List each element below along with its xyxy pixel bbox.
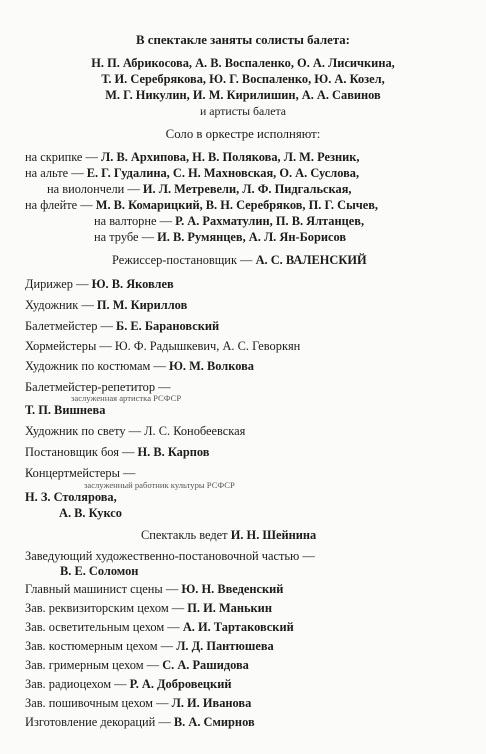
role-label: Изготовление декораций — — [25, 715, 171, 729]
role-label: Зав. осветительным цехом — — [25, 620, 180, 634]
role-label: Художник — — [25, 298, 94, 312]
staff-line — [25, 715, 255, 729]
person-name: Н. В. Карпов — [137, 445, 210, 459]
accompanists-title: заслуженный работник культуры РСФСР — [84, 480, 235, 490]
staff-line — [25, 620, 294, 634]
soloists-line: М. Г. Никулин, И. М. Кирилишин, А. А. Савинов — [105, 88, 381, 102]
orchestra-row — [47, 182, 352, 196]
credit-line — [25, 277, 174, 291]
performer-names: И. В. Румянцев, А. Л. Ян-Борисов — [157, 230, 347, 244]
credit-line — [25, 339, 300, 353]
staff-line — [25, 658, 249, 672]
person-name: В. А. Смирнов — [173, 715, 255, 729]
repetiteur-role: Балетмейстер-репетитор — — [25, 380, 171, 394]
stage-manager-line — [141, 528, 316, 542]
person-name: Ю. Н. Введенский — [181, 582, 284, 596]
staff-line — [25, 677, 231, 691]
instrument-label: на виолончели — — [47, 182, 140, 196]
person-name: С. А. Рашидова — [162, 658, 249, 672]
orchestra-row — [25, 150, 359, 164]
accompanist-name: Н. З. Столярова, — [25, 490, 117, 504]
person-name: П. М. Кириллов — [96, 298, 188, 312]
role-label: Зав. пошивочным цехом — — [25, 696, 169, 710]
performer-names: И. Л. Метревели, Л. Ф. Пидгальская, — [142, 182, 352, 196]
person-name: А. И. Тартаковский — [182, 620, 294, 634]
instrument-label: на скрипке — — [25, 150, 98, 164]
soloists-line: Т. И. Серебрякова, Ю. Г. Воспаленко, Ю. А. Козел, — [101, 72, 385, 86]
role-label: Зав. костюмерным цехом — — [25, 639, 174, 653]
person-name: Ю. Ф. Радышкевич, А. С. Геворкян — [114, 339, 301, 353]
performer-names: Е. Г. Гудалина, С. Н. Махновская, О. А. Суслова, — [86, 166, 360, 180]
role-label: Спектакль ведет — [141, 528, 228, 542]
performer-names: Р. А. Рахматулин, П. В. Ялтанцев, — [175, 214, 365, 228]
soloists-line: Н. П. Абрикосова, А. В. Воспаленко, О. А. Лисичкина, — [91, 56, 395, 70]
accompanists-role: Концертмейстеры — — [25, 466, 136, 480]
person-name: Л. Д. Пантюшева — [176, 639, 274, 653]
role-label: Зав. реквизиторским цехом — — [25, 601, 185, 615]
person-name: Ю. М. Волкова — [168, 359, 254, 373]
role-label: Главный машинист сцены — — [25, 582, 179, 596]
role-label: Балетмейстер — — [25, 319, 113, 333]
credit-line — [25, 298, 187, 312]
staff-line — [25, 696, 251, 710]
credit-line — [25, 359, 254, 373]
soloists-heading: В спектакле заняты солисты балета: — [136, 33, 350, 47]
instrument-label: на флейте — — [25, 198, 93, 212]
person-name: Л. И. Иванова — [171, 696, 252, 710]
role-label: Дирижер — — [25, 277, 89, 291]
accompanist-name: А. В. Куксо — [59, 506, 122, 520]
director-line — [112, 253, 367, 267]
person-name: Р. А. Добровецкий — [129, 677, 232, 691]
person-name: А. С. ВАЛЕНСКИЙ — [255, 253, 367, 267]
credit-line — [25, 424, 245, 438]
soloists-note: и артисты балета — [200, 104, 286, 118]
person-name: Ю. В. Яковлев — [91, 277, 174, 291]
performer-names: Л. В. Архипова, Н. В. Полякова, Л. М. Резник, — [101, 150, 360, 164]
orchestra-heading: Соло в оркестре исполняют: — [165, 127, 321, 141]
role-label: Зав. радиоцехом — — [25, 677, 127, 691]
instrument-label: на трубе — — [94, 230, 154, 244]
person-name: И. Н. Шейнина — [230, 528, 317, 542]
credit-line — [25, 445, 209, 459]
role-label: Художник по свету — — [25, 424, 142, 438]
orchestra-row — [94, 230, 346, 244]
production-role: Заведующий художественно-постановочной частью — — [25, 549, 315, 563]
role-label: Хормейстеры — — [25, 339, 112, 353]
staff-line — [25, 639, 274, 653]
staff-line — [25, 601, 272, 615]
role-label: Художник по костюмам — — [25, 359, 166, 373]
person-name: Л. С. Конобеевская — [144, 424, 246, 438]
instrument-label: на альте — — [25, 166, 84, 180]
orchestra-row — [94, 214, 364, 228]
person-name: П. И. Манькин — [187, 601, 272, 615]
orchestra-row — [25, 166, 359, 180]
role-label: Режиссер-постановщик — — [112, 253, 253, 267]
person-name: Б. Е. Барановский — [116, 319, 220, 333]
role-label: Зав. гримерным цехом — — [25, 658, 160, 672]
role-label: Постановщик боя — — [25, 445, 135, 459]
orchestra-row — [25, 198, 378, 212]
repetiteur-name: Т. П. Вишнева — [25, 403, 106, 417]
performer-names: М. В. Комарицкий, В. Н. Серебряков, П. Г. Сычев, — [95, 198, 379, 212]
credit-line — [25, 319, 219, 333]
repetiteur-title: заслуженная артистка РСФСР — [71, 393, 182, 403]
production-name: В. Е. Соломон — [60, 564, 139, 578]
staff-line — [25, 582, 283, 596]
instrument-label: на валторне — — [94, 214, 172, 228]
